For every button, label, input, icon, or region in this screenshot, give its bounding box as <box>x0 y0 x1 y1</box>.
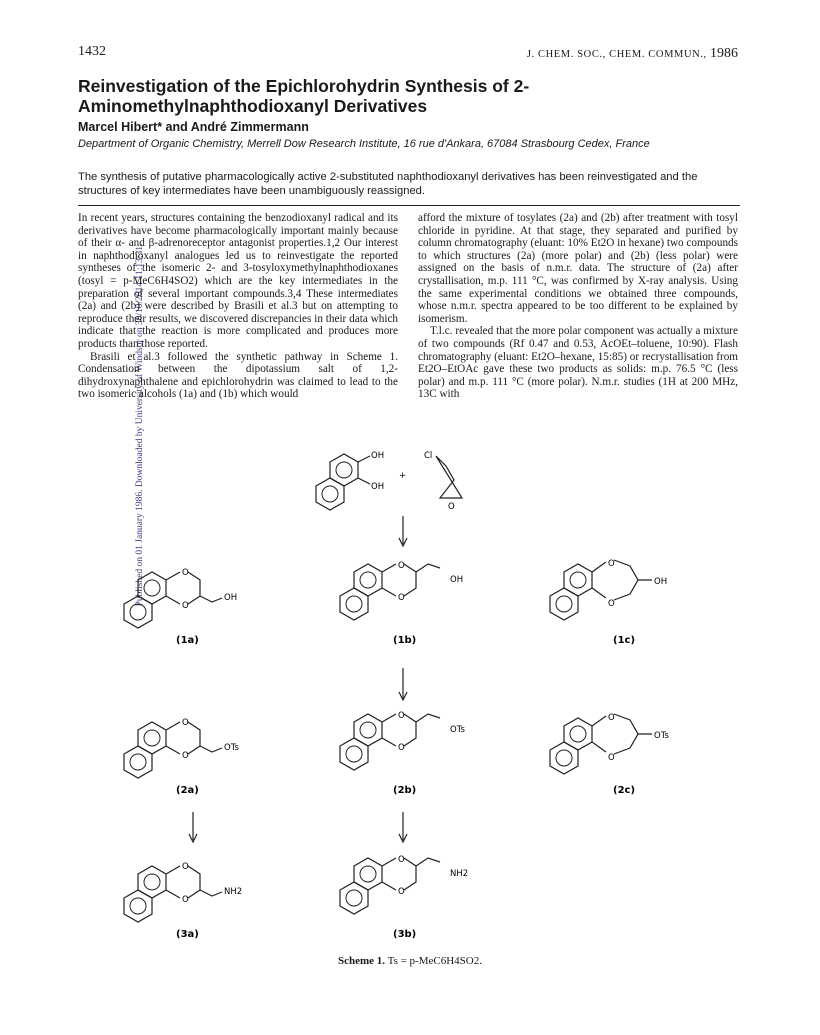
atom-label: OTs <box>224 743 239 753</box>
journal-name: J. CHEM. SOC., CHEM. COMMUN., <box>526 49 707 60</box>
scheme-caption <box>0 955 820 967</box>
atom-label: O <box>398 887 405 897</box>
reaction-arrow <box>399 516 407 546</box>
compound-2b-structure <box>340 714 440 770</box>
scheme-caption-label: Scheme 1. <box>338 955 386 967</box>
reaction-arrow <box>399 812 407 842</box>
atom-label: O <box>608 559 615 569</box>
scheme-caption-text: Ts = p-MeC6H4SO2. <box>387 955 482 967</box>
atom-label: O <box>182 718 189 728</box>
body-column-left <box>78 212 398 401</box>
compound-1a-structure <box>124 572 222 628</box>
atom-label: O <box>398 743 405 753</box>
atom-label: O <box>448 502 455 512</box>
atom-label: OTs <box>450 725 465 735</box>
compound-3b-structure <box>340 858 440 914</box>
reaction-arrow <box>399 668 407 700</box>
compound-1b-structure <box>340 564 440 620</box>
compound-2a-structure <box>124 722 222 778</box>
reaction-scheme <box>78 440 738 950</box>
article-affiliation: Department of Organic Chemistry, Merrell Dow Research Institute, 16 rue d'Ankara, 67084 Strasbourg Cedex, France <box>78 138 650 150</box>
atom-label: O <box>182 895 189 905</box>
page-number: 1432 <box>78 44 106 59</box>
atom-label: O <box>182 568 189 578</box>
atom-label: O <box>398 593 405 603</box>
section-divider <box>78 205 740 206</box>
article-authors: Marcel Hibert* and André Zimmermann <box>78 120 309 134</box>
compound-label: (1a) <box>176 635 199 646</box>
atom-label: O <box>398 561 405 571</box>
article-title: Reinvestigation of the Epichlorohydrin Synthesis of 2-Aminomethylnaphthodioxanyl Derivatives <box>78 76 530 116</box>
atom-label: O <box>182 601 189 611</box>
atom-label: OH <box>224 593 238 603</box>
journal-header <box>527 46 738 62</box>
journal-year: 1986 <box>710 46 738 61</box>
compound-label: (2a) <box>176 785 199 796</box>
compound-label: (1b) <box>393 635 417 646</box>
compound-label: (3a) <box>176 929 199 940</box>
atom-label: OH <box>654 577 668 587</box>
compound-label: (2b) <box>393 785 417 796</box>
compound-label: (2c) <box>613 785 636 796</box>
atom-label: OH <box>371 482 385 492</box>
atom-label: OH <box>371 451 385 461</box>
atom-label: O <box>608 713 615 723</box>
atom-label: O <box>398 711 405 721</box>
atom-label: OTs <box>654 731 669 741</box>
article-abstract: The synthesis of putative pharmacologically active 2-substituted naphthodioxanyl derivatives has been reinvestigated and the structures of key intermediates have been unambiguously reassigned. <box>78 171 698 197</box>
body-paragraph: T.l.c. revealed that the more polar component was actually a mixture of two compounds (Rf 0.47 and 0.53, AcOEt–toluene, 10:90). Flash chromatography (eluant: Et2O–hexane, 15:85) or recrystallisation from Et2O–EtOAc gave these two products as solids: m.p. 76.5 °C (less polar) and m.p. 111 °C (more polar). N.m.r. studies (1H at 200 MHz, 13C with <box>418 325 738 401</box>
atom-label: Cl <box>424 451 433 461</box>
compound-2c-structure <box>550 714 652 774</box>
atom-label: OH <box>450 575 464 585</box>
atom-label: O <box>182 862 189 872</box>
atom-label: NH2 <box>450 869 469 879</box>
atom-label: O <box>608 599 615 609</box>
body-paragraph: In recent years, structures containing the benzodioxanyl radical and its derivatives have become pharmacologically important mainly because of their α- and β-adrenoreceptor antagonist properties.1,2 Our interest in naphthodioxanyl analogues led us to reinvestigate the reported syntheses of the isomeric 2- and 3-tosyloxymethylnaphthodioxanes (tosyl = p-MeC6H4SO2) which are the key intermediates in the preparation of several important compounds.3,4 These intermediates (2a) and (2b) were described by Brasili et al.3 but on attempting to reproduce their results, we discovered discrepancies in their data which indicate that the reaction is more complicated and produces more products than those reported. <box>78 212 398 350</box>
atom-label: O <box>398 855 405 865</box>
atom-label: O <box>182 751 189 761</box>
reaction-arrow <box>189 812 197 842</box>
body-paragraph: Brasili et al.3 followed the synthetic pathway in Scheme 1. Condensation between the dipotassium salt of 1,2-dihydroxynaphthalene and epichlorohydrin was claimed to lead to the two isomeric alcohols (1a) and (1b) which would <box>78 350 398 401</box>
plus-sign: + <box>399 471 407 481</box>
dihydroxynaphthalene-structure <box>316 454 370 510</box>
compound-1c-structure <box>550 560 652 620</box>
compound-label: (1c) <box>613 635 636 646</box>
atom-label: NH2 <box>224 887 243 897</box>
compound-label: (3b) <box>393 929 417 940</box>
body-column-right <box>418 212 738 401</box>
epichlorohydrin-structure <box>424 451 462 512</box>
atom-label: O <box>608 753 615 763</box>
download-note: Published on 01 January 1986. Downloaded by University of Windsor on 30/10/2014 11:13:31. <box>135 243 145 607</box>
compound-3a-structure <box>124 866 222 922</box>
body-paragraph: afford the mixture of tosylates (2a) and (2b) after treatment with tosyl chloride in pyridine. At that stage, they separated and purified by column chromatography (eluant: 10% Et2O in hexane) two compounds to which structures (2a) (more polar) and (2b) (less polar) were assigned on the basis of n.m.r. data. The structure of (2a) after crystallisation, m.p. 111 °C, was confirmed by X-ray analysis. Using the same experimental conditions we obtained three compounds, whose n.m.r. spectra appeared to be too different to be explained by isomerism. <box>418 212 739 325</box>
